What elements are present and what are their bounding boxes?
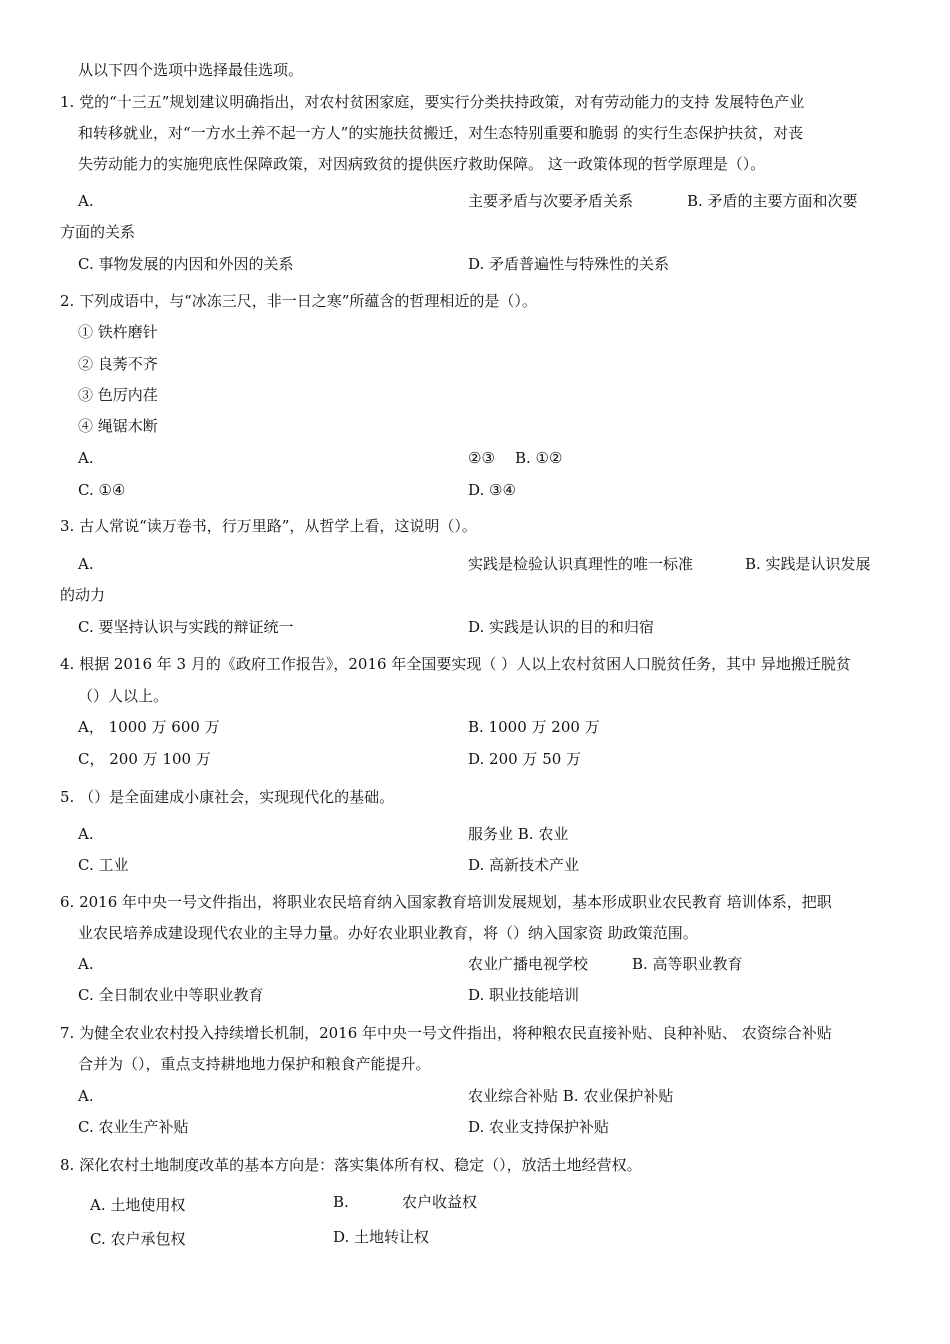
- option-c: C. 农户承包权: [90, 1230, 186, 1248]
- option-b-label: B.: [333, 1193, 349, 1211]
- option-b: B. 1000 万 200 万: [468, 718, 600, 736]
- option-d: D. 高新技术产业: [468, 856, 580, 874]
- option-b-continuation: 方面的关系: [60, 223, 136, 241]
- option-d: D. 实践是认识的目的和归宿: [468, 618, 655, 636]
- option-a-label: A.: [78, 1087, 94, 1105]
- question-6-stem-line: 业农民培养成建设现代农业的主导力量。办好农业职业教育，将（）纳入国家资 助政策范围。: [78, 924, 698, 942]
- option-d: D. 农业支持保护补贴: [468, 1118, 610, 1136]
- option-c: C. 全日制农业中等职业教育: [78, 986, 264, 1004]
- list-item: ② 良莠不齐: [78, 355, 158, 373]
- option-a-text: ②③: [468, 449, 495, 467]
- option-c: C. ①④: [78, 481, 126, 499]
- question-1-stem-line: 和转移就业，对“一方水土养不起一方人”的实施扶贫搬迁，对生态特别重要和脆弱 的实行生态保护扶贫，对丧: [78, 124, 804, 142]
- option-b-continuation: 的动力: [60, 586, 106, 604]
- option-b: B. 高等职业教育: [632, 955, 743, 973]
- option-c: C， 200 万 100 万: [78, 750, 211, 768]
- option-d: D. 200 万 50 万: [468, 750, 582, 768]
- option-a-text: 农业广播电视学校: [468, 955, 589, 973]
- option-a-text: 主要矛盾与次要矛盾关系: [468, 192, 634, 210]
- list-item: ③ 色厉内荏: [78, 386, 158, 404]
- option-a-label: A.: [78, 825, 94, 843]
- option-c: C. 农业生产补贴: [78, 1118, 189, 1136]
- option-b: B. 矛盾的主要方面和次要: [687, 192, 858, 210]
- option-c: C. 事物发展的内因和外因的关系: [78, 255, 294, 273]
- option-a-label: A.: [78, 555, 94, 573]
- option-b-text: 农户收益权: [402, 1193, 478, 1211]
- option-a-label: A.: [78, 449, 94, 467]
- option-d: D. 矛盾普遍性与特殊性的关系: [468, 255, 670, 273]
- option-a-b-text: 农业综合补贴 B. 农业保护补贴: [468, 1087, 674, 1105]
- option-c: C. 要坚持认识与实践的辩证统一: [78, 618, 294, 636]
- option-d: D. ③④: [468, 481, 516, 499]
- option-a-label: A.: [78, 955, 94, 973]
- option-a-b-text: 服务业 B. 农业: [468, 825, 569, 843]
- option-d: D. 土地转让权: [333, 1228, 430, 1246]
- option-a: A， 1000 万 600 万: [78, 718, 220, 736]
- instructions: 从以下四个选项中选择最佳选项。: [78, 61, 304, 79]
- list-item: ① 铁杵磨针: [78, 323, 158, 341]
- option-a-text: 实践是检验认识真理性的唯一标准: [468, 555, 694, 573]
- option-a: A. 土地使用权: [90, 1196, 186, 1214]
- list-item: ④ 绳锯木断: [78, 417, 158, 435]
- option-c: C. 工业: [78, 856, 129, 874]
- question-7-stem-line: 7. 为健全农业农村投入持续增长机制，2016 年中央一号文件指出，将种粮农民直接补贴、良种补贴、 农资综合补贴: [60, 1024, 832, 1042]
- option-a-label: A.: [78, 192, 94, 210]
- question-4-stem-line: 4. 根据 2016 年 3 月的《政府工作报告》，2016 年全国要实现（ ）人以上农村贫困人口脱贫任务，其中 异地搬迁脱贫: [60, 655, 851, 673]
- question-1-stem-line: 失劳动能力的实施兜底性保障政策，对因病致贫的提供医疗救助保障。 这一政策体现的哲学原理是（）。: [78, 155, 766, 173]
- question-6-stem-line: 6. 2016 年中央一号文件指出，将职业农民培育纳入国家教育培训发展规划，基本形成职业农民教育 培训体系，把职: [60, 893, 832, 911]
- option-b: B. 实践是认识发展: [745, 555, 871, 573]
- question-8-stem: 8. 深化农村土地制度改革的基本方向是：落实集体所有权、稳定（），放活土地经营权。: [60, 1156, 642, 1174]
- question-7-stem-line: 合并为（），重点支持耕地地力保护和粮食产能提升。: [78, 1055, 431, 1073]
- question-4-stem-line: （）人以上。: [78, 687, 169, 705]
- option-b: B. ①②: [515, 449, 563, 467]
- question-1-stem-line: 1. 党的“十三五”规划建议明确指出，对农村贫困家庭，要实行分类扶持政策，对有劳动能力的支持 发展特色产业: [60, 93, 805, 111]
- question-5-stem: 5. （）是全面建成小康社会，实现现代化的基础。: [60, 788, 395, 806]
- question-2-stem: 2. 下列成语中，与“冰冻三尺，非一日之寒”所蕴含的哲理相近的是（）。: [60, 292, 537, 310]
- question-3-stem: 3. 古人常说“读万卷书，行万里路”，从哲学上看，这说明（）。: [60, 517, 477, 535]
- option-d: D. 职业技能培训: [468, 986, 580, 1004]
